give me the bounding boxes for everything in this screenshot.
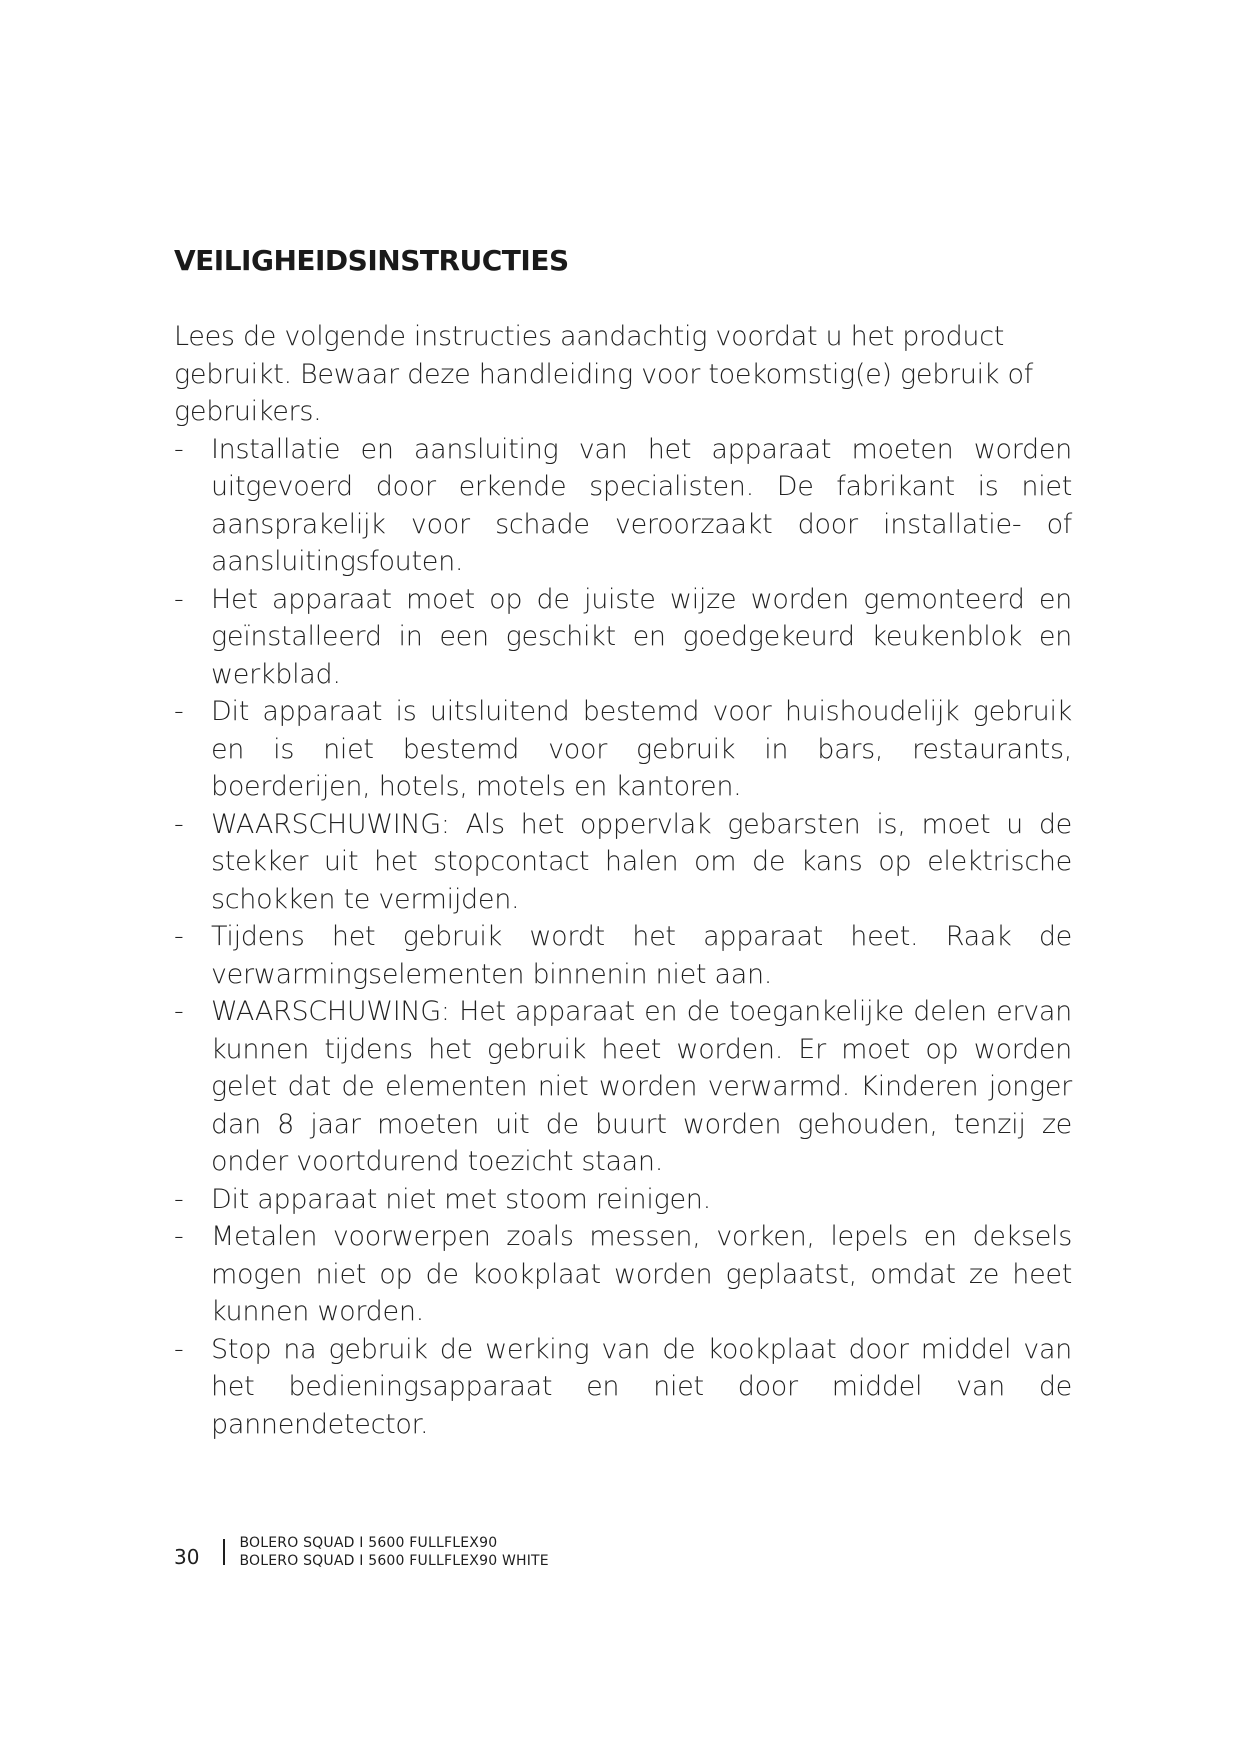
list-item [174,431,1072,581]
bullet-dash: - [174,921,184,952]
list-item-text: Metalen voorwerpen zoals messen, vorken, lepels en deksels mogen niet op de kookplaat worden geplaatst, omdat ze heet kunnen worden. [211,1221,1072,1327]
list-item [174,993,1072,1181]
list-item-text: Het apparaat moet op de juiste wijze worden gemonteerd en geïnstalleerd in een geschikt en goedgekeurd keukenblok en werkblad. [211,583,1072,690]
list-item [174,693,1072,806]
bullet-dash: - [174,808,184,840]
model-name-1: BOLERO SQUAD I 5600 FULLFLEX90 [239,1535,498,1551]
bullet-dash: - [174,1221,184,1252]
list-item-text: WAARSCHUWING: Als het oppervlak gebarsten is, moet u de stekker uit het stopcontact halen om de kans op elektrische schokken te vermijden. [211,808,1072,915]
list-item-text: Dit apparaat niet met stoom reinigen. [211,1183,711,1215]
list-item-text: Dit apparaat is uitsluitend bestemd voor huishoudelijk gebruik en is niet bestemd voor gebruik in bars, restaurants, boerderijen, hotels, motels en kantoren. [211,696,1072,802]
model-name-2: BOLERO SQUAD I 5600 FULLFLEX90 WHITE [239,1553,549,1569]
list-item [174,806,1072,919]
bullet-dash: - [174,696,184,727]
list-item [174,1331,1072,1444]
safety-instruction-list [174,431,1072,1444]
bullet-dash: - [174,1183,184,1215]
page-number: 30 [174,1545,200,1569]
list-item [174,918,1072,993]
list-item-text: Installatie en aansluiting van het apparaat moeten worden uitgevoerd door erkende specialisten. De fabrikant is niet aansprakelijk voor schade veroorzaakt door installatie- of aansluitingsfouten. [211,433,1072,577]
bullet-dash: - [174,1333,184,1365]
list-item-text: WAARSCHUWING: Het apparaat en de toegankelijke delen ervan kunnen tijdens het gebruik heet worden. Er moet op worden gelet dat de elementen niet worden verwarmd. Kinderen jonger dan 8 jaar moeten uit de buurt worden gehouden, tenzij ze onder voortdurend toezicht staan. [211,996,1072,1177]
model-names [239,1534,548,1570]
list-item [174,581,1072,694]
bullet-dash: - [174,583,184,615]
bullet-dash: - [174,433,184,465]
bullet-dash: - [174,996,184,1027]
list-item [174,1181,1072,1219]
intro-paragraph: Lees de volgende instructies aandachtig voordat u het product gebruikt. Bewaar deze handleiding voor toekomstig(e) gebruik of gebruikers. [174,321,1033,427]
instructions-body [174,318,1072,1443]
list-item [174,1218,1072,1331]
page-title: VEILIGHEIDSINSTRUCTIES [174,244,569,277]
page-footer [174,1532,549,1572]
list-item-text: Tijdens het gebruik wordt het apparaat heet. Raak de verwarmingselementen binnenin niet aan. [211,921,1072,990]
footer-divider [223,1539,225,1565]
list-item-text: Stop na gebruik de werking van de kookplaat door middel van het bedieningsapparaat en niet door middel van de pannendetector. [211,1333,1072,1440]
